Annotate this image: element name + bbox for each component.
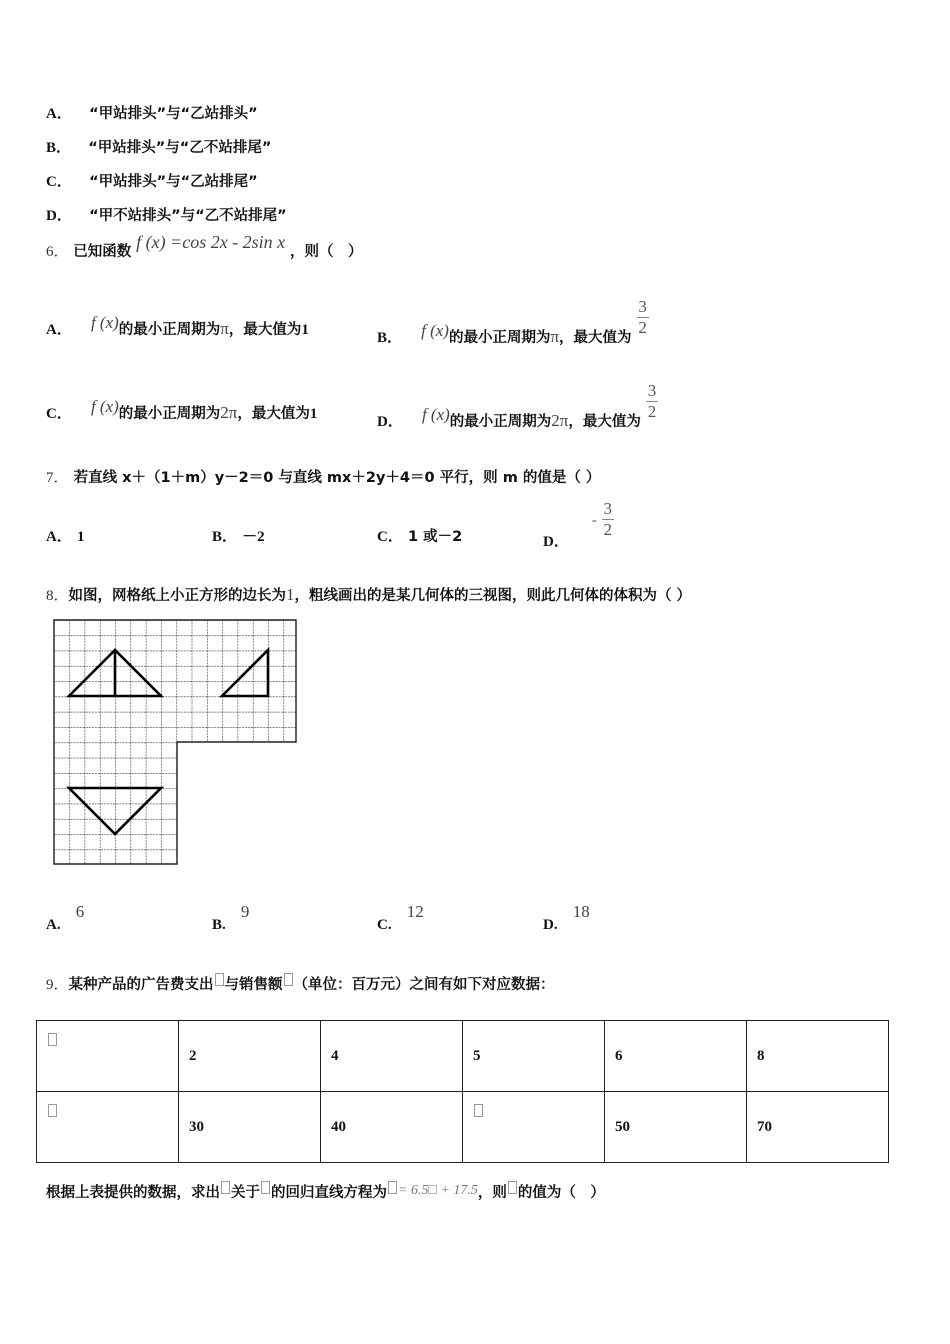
option-label: D． xyxy=(543,533,569,550)
option-text: －2 xyxy=(242,529,265,545)
q5-option-d xyxy=(46,204,287,225)
option-text: 的最小正周期为 xyxy=(448,329,551,346)
question-text: 关于 xyxy=(231,1185,260,1201)
q8-option-b xyxy=(212,902,250,933)
table-cell xyxy=(463,1092,605,1163)
function-symbol: f (x) xyxy=(421,320,449,340)
option-text: 1 或－2 xyxy=(407,529,463,545)
table-cell: 40 xyxy=(321,1092,463,1163)
question-text: ，粗线画出的是某几何体的三视图，则此几何体的体积为（ ） xyxy=(294,588,692,604)
unit-length: 1 xyxy=(286,585,295,604)
option-text: ，最大值为 xyxy=(559,329,632,346)
denominator: 2 xyxy=(638,317,647,337)
option-label: D. xyxy=(543,917,558,933)
option-label: C. xyxy=(377,917,392,933)
denominator: 2 xyxy=(603,519,612,539)
numerator: 3 xyxy=(638,297,647,316)
data-table xyxy=(36,1020,889,1163)
question-number: 9． xyxy=(46,977,69,993)
numerator: 3 xyxy=(603,499,612,518)
missing-glyph-y xyxy=(221,1181,230,1194)
question-text: 若直线 x＋（1＋m）y－2＝0 与直线 mx＋2y＋4＝0 平行，则 m 的值是（ ） xyxy=(73,470,601,486)
missing-glyph-yhat xyxy=(388,1181,397,1194)
option-label: C． xyxy=(46,174,72,190)
option-value: 6 xyxy=(75,902,85,921)
function-symbol: f (x) xyxy=(90,397,119,416)
table-cell: 70 xyxy=(747,1092,889,1163)
question-suffix: ，则（ ） xyxy=(289,244,363,260)
question-text: 某种产品的广告费支出 xyxy=(68,977,214,993)
q7-option-c xyxy=(377,525,462,546)
question-text: 与销售额 xyxy=(224,977,283,993)
missing-glyph-unknown xyxy=(508,1181,517,1194)
option-text: “甲站排头”与“乙站排尾” xyxy=(89,174,258,190)
option-text: ，最大值为 xyxy=(237,406,310,422)
table-cell: 5 xyxy=(463,1021,605,1092)
three-view-figure xyxy=(50,614,302,870)
question-text: ，则 xyxy=(477,1185,507,1201)
table-cell: 4 xyxy=(321,1021,463,1092)
question-text: 的值为（ ） xyxy=(517,1185,605,1201)
table-row xyxy=(37,1021,889,1092)
option-label: A． xyxy=(46,106,72,122)
negative-sign: - xyxy=(591,512,597,528)
function-formula: f (x) =cos 2x - 2sin x xyxy=(136,232,286,252)
question-text: 的回归直线方程为 xyxy=(271,1185,387,1201)
question-text: 根据上表提供的数据，求出 xyxy=(46,1185,220,1201)
period-value: π xyxy=(550,326,560,346)
regression-equation: = 6.5□ + 17.5 xyxy=(398,1183,478,1198)
q8-option-a xyxy=(46,902,85,933)
q5-option-a xyxy=(46,102,258,123)
table-cell: 50 xyxy=(605,1092,747,1163)
table-cell xyxy=(37,1021,179,1092)
option-text: “甲不站排头”与“乙不站排尾” xyxy=(89,208,287,224)
q8-stem xyxy=(46,584,691,605)
max-fraction xyxy=(646,382,658,421)
option-label: D． xyxy=(46,208,72,224)
function-symbol: f (x) xyxy=(90,313,119,332)
option-text: ，最大值为 xyxy=(228,322,302,338)
q9-stem xyxy=(46,973,555,994)
q9-followup xyxy=(46,1181,605,1202)
question-number: 7． xyxy=(46,470,69,486)
q5-option-b xyxy=(46,136,271,157)
option-text: ，最大值为 xyxy=(568,413,641,430)
q8-option-c xyxy=(377,902,424,933)
table-cell: 30 xyxy=(179,1092,321,1163)
denominator: 2 xyxy=(647,401,657,421)
option-text: “甲站排头”与“乙站排头” xyxy=(89,106,258,122)
q6-stem xyxy=(46,232,363,261)
option-text: 的最小正周期为 xyxy=(449,413,552,430)
q7-option-b xyxy=(212,525,265,546)
option-label: D． xyxy=(377,413,403,430)
q7-stem xyxy=(46,466,600,487)
option-value: 9 xyxy=(240,902,250,921)
option-label: B. xyxy=(212,917,226,933)
option-value: 12 xyxy=(406,902,424,921)
option-label: B． xyxy=(212,529,238,545)
q7-option-a xyxy=(46,525,84,546)
max-value: 1 xyxy=(309,406,318,422)
option-label: C． xyxy=(377,529,403,545)
option-label: A． xyxy=(46,529,72,545)
table-cell: 2 xyxy=(179,1021,321,1092)
missing-glyph-x xyxy=(261,1181,270,1194)
q6-option-b xyxy=(377,297,649,346)
q6-option-d xyxy=(377,381,658,430)
question-text: 已知函数 xyxy=(73,244,132,260)
missing-glyph-x xyxy=(215,973,224,986)
missing-glyph-y xyxy=(284,973,293,986)
period-value: 2π xyxy=(551,410,569,430)
grid-three-view-drawing xyxy=(50,614,302,870)
period-value: 2π xyxy=(220,403,238,422)
function-symbol: f (x) xyxy=(421,404,450,424)
option-label: A. xyxy=(46,917,61,933)
option-label: C． xyxy=(46,406,72,422)
q5-option-c xyxy=(46,170,258,191)
table-cell xyxy=(37,1092,179,1163)
period-value: π xyxy=(220,319,229,338)
option-label: B． xyxy=(377,329,403,346)
answer-fraction xyxy=(602,500,614,539)
missing-glyph-y xyxy=(48,1104,57,1117)
q6-option-c xyxy=(46,397,318,423)
option-value: 18 xyxy=(572,902,590,921)
missing-glyph-x xyxy=(48,1033,57,1046)
q8-option-d xyxy=(543,902,590,933)
option-label: A． xyxy=(46,322,72,338)
missing-glyph-unknown xyxy=(474,1104,483,1117)
question-text: （单位：百万元）之间有如下对应数据： xyxy=(293,977,555,993)
q6-option-a xyxy=(46,313,309,339)
q7-option-d xyxy=(543,499,614,550)
question-number: 8． xyxy=(46,588,69,604)
option-text: 1 xyxy=(76,529,85,545)
option-text: “甲站排头”与“乙不站排尾” xyxy=(88,140,272,156)
table-row xyxy=(37,1092,889,1163)
option-text: 的最小正周期为 xyxy=(118,406,221,422)
question-number: 6． xyxy=(46,244,69,260)
table-cell: 8 xyxy=(747,1021,889,1092)
numerator: 3 xyxy=(647,381,657,400)
question-text: 如图，网格纸上小正方形的边长为 xyxy=(68,588,287,604)
max-fraction xyxy=(637,298,649,337)
table-cell: 6 xyxy=(605,1021,747,1092)
option-label: B． xyxy=(46,140,72,156)
option-text: 的最小正周期为 xyxy=(118,322,221,338)
max-value: 1 xyxy=(301,322,309,338)
